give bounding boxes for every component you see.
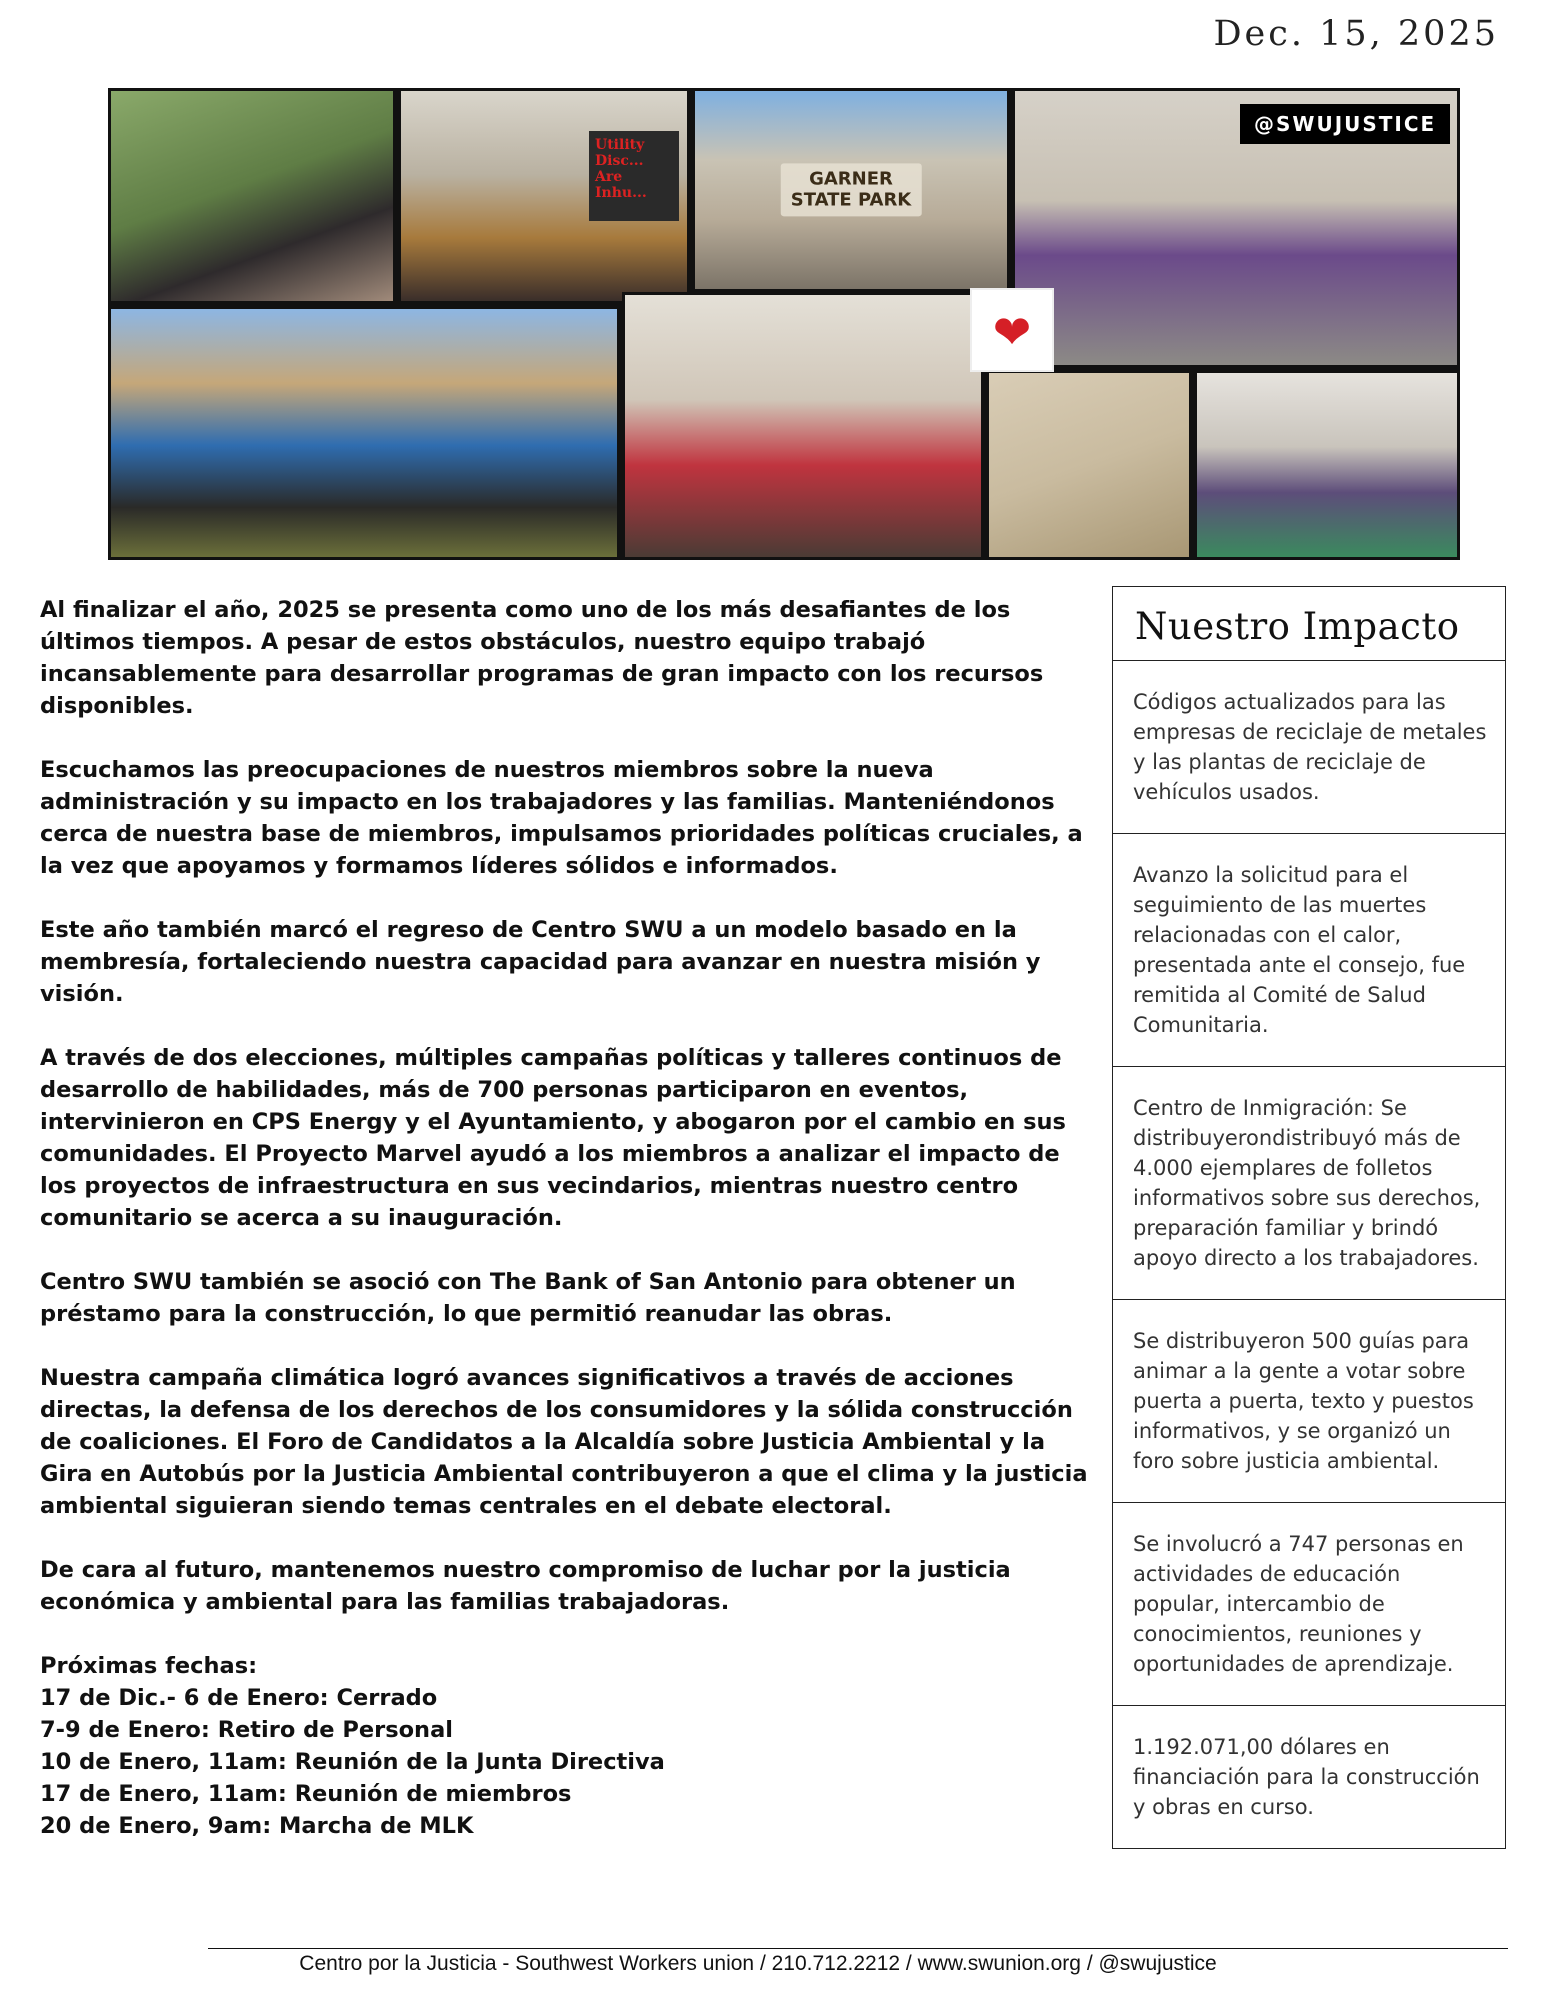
- impact-item: 1.192.071,00 dólares en financiación para la construcción y obras en curso.: [1133, 1735, 1480, 1819]
- swu-logo: [970, 288, 1054, 372]
- photo-members-outdoors: [108, 88, 396, 304]
- upcoming-date-item: 17 de Dic.- 6 de Enero: Cerrado: [40, 1685, 438, 1711]
- upcoming-dates-title: Próximas fechas:: [40, 1653, 258, 1679]
- newsletter-date: Dec. 15, 2025: [1213, 14, 1499, 54]
- impact-sidebar: [1112, 586, 1506, 1849]
- impact-item: Avanzo la solicitud para el seguimiento de las muertes relacionadas con el calor, presentada ante el consejo, fue remitida al Comité de Salud Comunitaria.: [1113, 834, 1505, 1067]
- park-sign-caption: GARNER STATE PARK: [781, 163, 922, 216]
- upcoming-date-item: 20 de Enero, 9am: Marcha de MLK: [40, 1813, 474, 1839]
- newsletter-article: [40, 594, 1095, 1842]
- article-paragraph: Nuestra campaña climática logró avances significativos a través de acciones directas, la defensa de los derechos de los consumidores y la sólida construcción de coaliciones. El Foro de Candidatos a la Alcaldía sobre Justicia Ambiental y la Gira en Autobús por la Justicia Ambiental contribuyeron a que el clima y la justicia ambiental siguieran siendo temas centrales en el debate electoral.: [40, 1365, 1088, 1519]
- impact-title: Nuestro Impacto: [1113, 587, 1505, 661]
- upcoming-date-item: 17 de Enero, 11am: Reunión de miembros: [40, 1781, 572, 1807]
- article-paragraph: Escuchamos las preocupaciones de nuestros miembros sobre la nueva administración y su impacto en los trabajadores y las familias. Manteniéndonos cerca de nuestra base de miembros, impulsamos prioridades políticas cruciales, a la vez que apoyamos y formamos líderes sólidos e informados.: [40, 757, 1083, 879]
- article-paragraph: De cara al futuro, mantenemos nuestro compromiso de luchar por la justicia económica y ambiental para las familias trabajadoras.: [40, 1557, 1011, 1615]
- heart-logo-icon: ❤: [992, 304, 1032, 359]
- upcoming-dates: [40, 1650, 1095, 1842]
- photo-podium-speaker: [398, 88, 690, 304]
- article-paragraph: A través de dos elecciones, múltiples campañas políticas y talleres continuos de desarrollo de habilidades, más de 700 personas participaron en eventos, intervinieron en CPS Energy y el Ayuntamiento, y abogaron por el cambio en sus comunidades. El Proyecto Marvel ayudó a los miembros a analizar el impacto de los proyectos de infraestructura en sus vecindarios, mientras nuestro centro comunitario se acerca a su inauguración.: [40, 1045, 1066, 1231]
- photo-youth-group: [622, 292, 984, 560]
- photo-sunflower-rally: [108, 306, 620, 560]
- impact-item: Códigos actualizados para las empresas de reciclaje de metales y las plantas de reciclaje de vehículos usados.: [1113, 661, 1505, 834]
- impact-item: Se involucró a 747 personas en actividades de educación popular, intercambio de conocimientos, reuniones y oportunidades de aprendizaje.: [1113, 1503, 1505, 1706]
- impact-item: Centro de Inmigración: Se distribuyerondistribuyó más de 4.000 ejemplares de folletos informativos sobre sus derechos, preparación familiar y brindó apoyo directo a los trabajadores.: [1113, 1067, 1505, 1300]
- footer-contact: Centro por la Justicia - Southwest Workers union / 210.712.2212 / www.swunion.org / @swujustice: [299, 1952, 1217, 1975]
- impact-item: Se distribuyeron 500 guías para animar a la gente a votar sobre puerta a puerta, texto y puestos informativos, y se organizó un foro sobre justicia ambiental.: [1113, 1300, 1505, 1503]
- upcoming-date-item: 7-9 de Enero: Retiro de Personal: [40, 1717, 453, 1743]
- photo-gift-baskets: [1194, 370, 1460, 560]
- upcoming-date-item: 10 de Enero, 11am: Reunión de la Junta Directiva: [40, 1749, 665, 1775]
- protest-sign: Utility Disc... Are Inhu...: [589, 131, 679, 221]
- photo-tote-bags: [986, 370, 1192, 560]
- photo-collage: [108, 88, 1460, 560]
- photo-garner-state-park: [692, 88, 1010, 292]
- article-paragraph: Al finalizar el año, 2025 se presenta como uno de los más desafiantes de los últimos tiempos. A pesar de estos obstáculos, nuestro equipo trabajó incansablemente para desarrollar programas de gran impacto con los recursos disponibles.: [40, 597, 1044, 719]
- article-paragraph: Centro SWU también se asoció con The Bank of San Antonio para obtener un préstamo para la construcción, lo que permitió reanudar las obras.: [40, 1269, 1016, 1327]
- footer-divider: [208, 1948, 1508, 1949]
- social-handle-badge: @SWUJUSTICE: [1240, 104, 1450, 144]
- article-paragraph: Este año también marcó el regreso de Centro SWU a un modelo basado en la membresía, fortaleciendo nuestra capacidad para avanzar en nuestra misión y visión.: [40, 917, 1041, 1007]
